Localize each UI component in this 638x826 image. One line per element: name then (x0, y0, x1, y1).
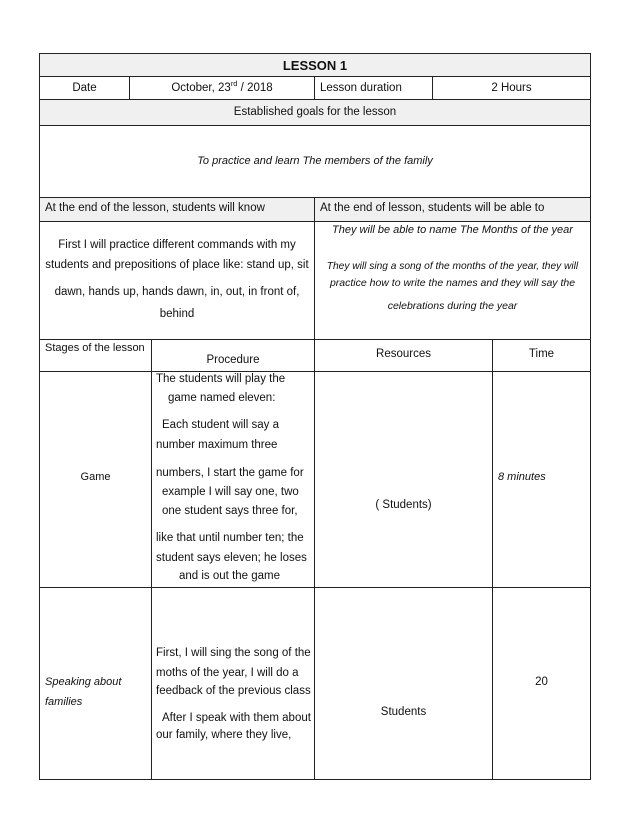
procedure-line: and is out the game (179, 570, 281, 582)
procedure-line: our family, where they live, (156, 729, 292, 741)
duration-label: Lesson duration (320, 82, 402, 94)
resources-cell-game (314, 371, 493, 588)
stage-cell-speaking (39, 587, 152, 780)
goals-heading: Established goals for the lesson (233, 106, 397, 118)
procedure-line: student says eleven; he loses (156, 552, 307, 564)
able-heading: At the end of lesson, students will be able to (320, 202, 545, 214)
time-value: 8 minutes (498, 471, 546, 483)
able-line: celebrations during the year (387, 300, 518, 312)
duration-value: 2 Hours (491, 82, 532, 94)
procedure-header: Procedure (206, 354, 260, 366)
procedure-line: Each student will say a (162, 419, 279, 431)
date-value-prefix: October, 23 (171, 82, 231, 94)
stage-cell-game (39, 371, 152, 588)
procedure-line: like that until number ten; the (156, 532, 304, 544)
resources-value: ( Students) (375, 499, 432, 511)
procedure-line: example I will say one, two (162, 486, 299, 498)
date-label: Date (72, 82, 97, 94)
procedure-line: numbers, I start the game for (156, 467, 304, 479)
procedure-line: moths of the year, I will do a (156, 667, 299, 679)
know-content-cell (39, 221, 315, 340)
lesson-title: LESSON 1 (282, 58, 348, 73)
resources-cell-speaking (314, 587, 493, 780)
stage-label-line: families (45, 696, 83, 708)
time-value: 20 (535, 676, 548, 688)
duration-label-cell (314, 76, 433, 100)
date-value-cell (129, 76, 315, 100)
stage-label-line: Speaking about (45, 676, 122, 688)
stages-header-cell (39, 339, 152, 372)
know-line: dawn, hands up, hands dawn, in, out, in front of, (54, 286, 300, 298)
procedure-line: The students will play the (156, 373, 286, 385)
time-header-cell (492, 339, 591, 372)
know-heading-cell (39, 197, 315, 222)
able-line: They will sing a song of the months of the year, they will (326, 261, 579, 272)
able-line: They will be able to name The Months of the year (332, 224, 573, 236)
able-line: practice how to write the names and they will say the (329, 277, 576, 289)
goals-heading-cell (39, 99, 591, 126)
date-label-cell (39, 76, 130, 100)
know-line: behind (159, 308, 195, 320)
date-value-superscript: rd (230, 79, 238, 89)
procedure-line: First, I will sing the song of the (156, 647, 311, 659)
procedure-line: feedback of the previous class (156, 685, 311, 697)
resources-value: Students (380, 706, 427, 718)
stages-header: Stages of the lesson (45, 342, 145, 354)
procedure-cell-speaking (151, 587, 315, 780)
procedure-line: one student says three for, (162, 505, 298, 517)
date-value-suffix: / 2018 (237, 82, 273, 94)
know-heading: At the end of the lesson, students will know (45, 202, 265, 214)
procedure-line: game named eleven: (168, 392, 276, 404)
time-cell-speaking (492, 587, 591, 780)
stage-label: Game (80, 471, 111, 483)
know-line: students and prepositions of place like: stand up, sit (45, 259, 309, 271)
date-value (130, 79, 314, 96)
resources-header: Resources (376, 348, 431, 360)
goal-cell (39, 125, 591, 198)
procedure-header-cell (151, 339, 315, 372)
procedure-line: After I speak with them about (162, 712, 311, 724)
able-content-cell (314, 221, 591, 340)
time-cell-game (492, 371, 591, 588)
goal-text: To practice and learn The members of the family (197, 155, 433, 167)
procedure-cell-game (151, 371, 315, 588)
time-header: Time (528, 348, 555, 360)
resources-header-cell (314, 339, 493, 372)
procedure-line: number maximum three (156, 439, 278, 451)
know-line: First I will practice different commands with my (58, 239, 296, 251)
duration-value-cell (432, 76, 591, 100)
able-heading-cell (314, 197, 591, 222)
lesson-title-cell (39, 53, 591, 77)
